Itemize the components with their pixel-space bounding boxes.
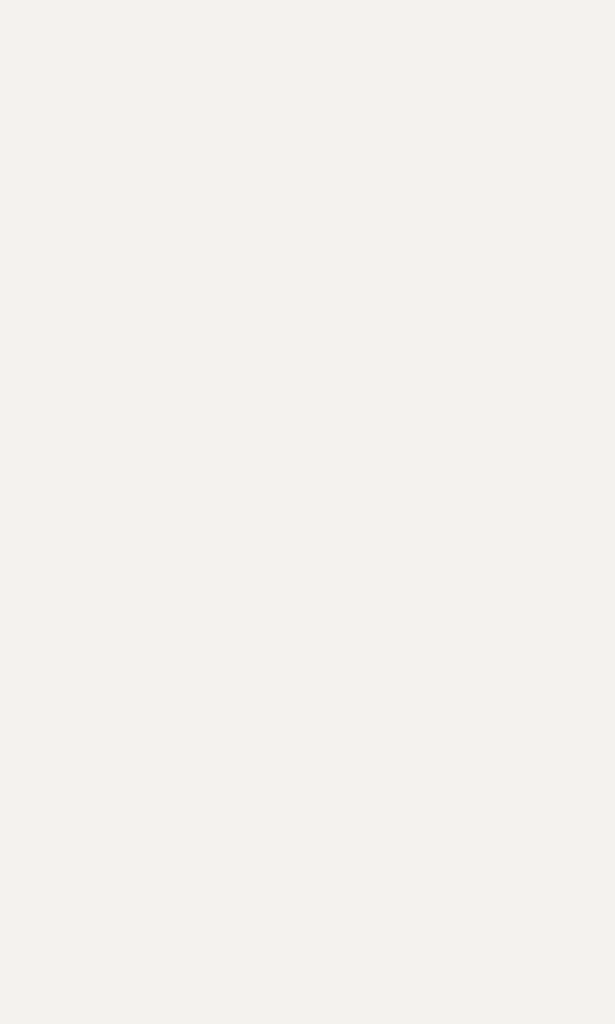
upper-text-block: [55, 62, 565, 482]
lower-text-block: [55, 525, 565, 985]
